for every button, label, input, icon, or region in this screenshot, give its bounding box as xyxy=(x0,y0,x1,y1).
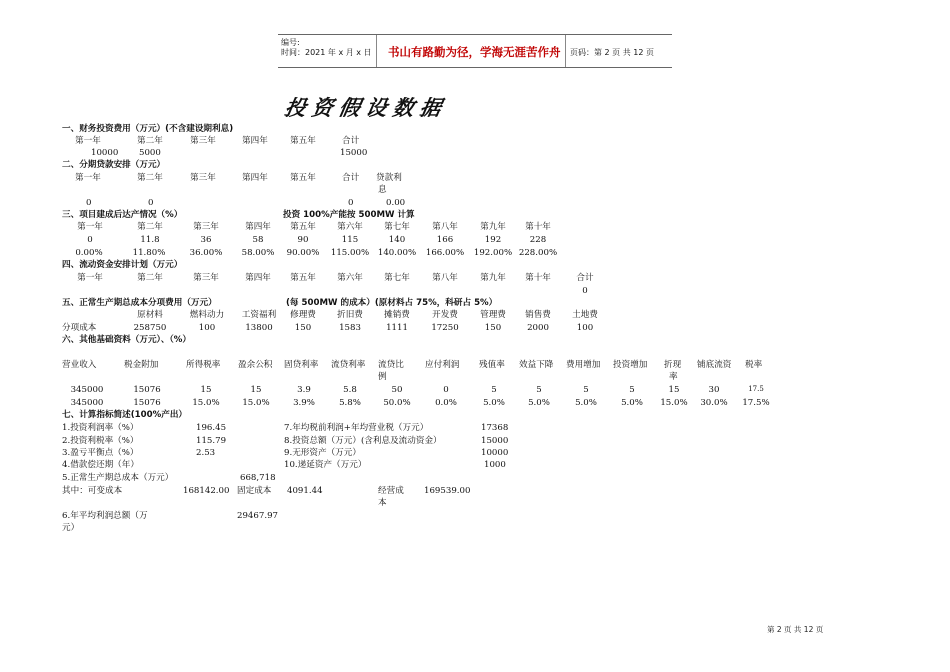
s6-col: 税金附加 xyxy=(124,360,159,370)
indicator-value: 2.53 xyxy=(196,448,216,458)
s6-row1-value: 50 xyxy=(391,385,403,395)
s6-row2-value: 0.0% xyxy=(435,398,457,408)
indicator-label: 7.年均税前利润+年均营业税（万元） xyxy=(284,423,429,433)
s3-value: 11.8 xyxy=(140,235,160,245)
s5-col: 销售费 xyxy=(525,310,551,320)
section-6-heading: 六、其他基础资料（万元）、（%） xyxy=(62,335,191,345)
s5-col: 原材料 xyxy=(137,310,163,320)
operating-cost-label: 经营成 xyxy=(378,486,404,496)
s1-col: 第二年 xyxy=(137,136,163,146)
variable-cost-label: 其中：可变成本 xyxy=(62,486,123,496)
s3-percent: 115.00% xyxy=(330,248,370,258)
s6-row1-value: 15 xyxy=(200,385,212,395)
s6-row1-value: 5 xyxy=(491,385,497,395)
section-3-heading: 三、项目建成后达产情况（%） xyxy=(62,210,183,220)
fixed-cost-label: 固定成本 xyxy=(237,486,272,496)
s5-value: 258750 xyxy=(133,323,167,333)
s2-col: 第五年 xyxy=(290,173,316,183)
s3-percent: 228.00% xyxy=(518,248,558,258)
section-2-heading: 二、分期贷款安排（万元） xyxy=(62,160,166,170)
indicator-label: 1.投资利润率（%） xyxy=(62,423,139,433)
s6-col: 残值率 xyxy=(479,360,505,370)
s3-col: 第五年 xyxy=(290,222,316,232)
operating-cost-value: 169539.00 xyxy=(424,486,471,496)
indicator-label: 10.递延资产（万元） xyxy=(284,460,367,470)
s6-row1-value: 3.9 xyxy=(297,385,311,395)
s4-col: 第二年 xyxy=(137,273,163,283)
page-label: 页码：第 2 页 共 12 页 xyxy=(570,48,654,57)
s6-row1-value: 0 xyxy=(443,385,449,395)
s4-col: 第一年 xyxy=(77,273,103,283)
page-header xyxy=(278,34,672,68)
s6-col: 流贷利率 xyxy=(331,360,366,370)
total-cost-label: 5.正常生产期总成本（万元） xyxy=(62,473,174,483)
s6-col: 投资增加 xyxy=(613,360,648,370)
s2-col: 合计 xyxy=(342,173,360,183)
s4-col: 第四年 xyxy=(245,273,271,283)
s2-value: 0 xyxy=(148,198,154,208)
page-title: 投资假设数据 xyxy=(282,95,450,120)
s4-col: 第六年 xyxy=(337,273,363,283)
s6-row2-value: 5.0% xyxy=(528,398,550,408)
s6-col: 营业收入 xyxy=(62,360,97,370)
s3-value: 228 xyxy=(529,235,547,245)
s5-col: 修理费 xyxy=(290,310,316,320)
s6-col: 盈余公积 xyxy=(238,360,273,370)
s6-row2-value: 30.0% xyxy=(700,398,728,408)
indicator-value: 17368 xyxy=(481,423,509,433)
s3-col: 第一年 xyxy=(77,222,103,232)
s4-col: 第三年 xyxy=(193,273,219,283)
s3-percent: 90.00% xyxy=(286,248,320,258)
s3-value: 140 xyxy=(388,235,406,245)
s1-value: 15000 xyxy=(340,148,368,158)
s6-row2-value: 5.8% xyxy=(339,398,361,408)
s5-value: 1583 xyxy=(339,323,361,333)
s5-value: 100 xyxy=(198,323,216,333)
s6-col: 效益下降 xyxy=(519,360,554,370)
s6-col: 所得税率 xyxy=(186,360,221,370)
s2-col: 第二年 xyxy=(137,173,163,183)
s6-row2-value: 5.0% xyxy=(483,398,505,408)
indicator-label: 8.投资总额（万元）(含利息及流动资金） xyxy=(284,436,442,446)
s6-row2-value: 5.0% xyxy=(575,398,597,408)
s5-col: 开发费 xyxy=(432,310,458,320)
s1-col: 第三年 xyxy=(190,136,216,146)
s3-value: 90 xyxy=(297,235,309,245)
s3-percent: 192.00% xyxy=(473,248,513,258)
s6-col-wrap: 例 xyxy=(378,372,387,382)
s5-value: 150 xyxy=(484,323,502,333)
s4-col: 第十年 xyxy=(525,273,551,283)
s1-value: 5000 xyxy=(139,148,161,158)
s1-col: 合计 xyxy=(342,136,360,146)
s6-row2-value: 15.0% xyxy=(660,398,688,408)
section-5-heading: 五、正常生产期总成本分项费用（万元） xyxy=(62,298,217,308)
s6-col: 税率 xyxy=(745,360,763,370)
indicator-value: 15000 xyxy=(481,436,509,446)
s5-col: 工资福利 xyxy=(241,310,277,320)
s6-col: 固贷利率 xyxy=(284,360,319,370)
s6-col: 费用增加 xyxy=(566,360,601,370)
variable-cost-value: 168142.00 xyxy=(183,486,230,496)
s2-value: 0 xyxy=(86,198,92,208)
section-4-heading: 四、流动资金安排计划（万元） xyxy=(62,260,183,270)
s5-value: 100 xyxy=(576,323,594,333)
avg-profit-label-wrap: 元） xyxy=(62,523,80,533)
indicator-value: 1000 xyxy=(484,460,506,470)
s4-col: 第七年 xyxy=(384,273,410,283)
s6-row2-value: 15.0% xyxy=(242,398,270,408)
header-divider xyxy=(565,35,566,67)
motto-text: 书山有路勤为径，学海无涯苦作舟 xyxy=(388,45,561,59)
indicator-label: 9.无形资产（万元） xyxy=(284,448,361,458)
s1-value: 10000 xyxy=(91,148,119,158)
indicator-label: 4.借款偿还期（年） xyxy=(62,460,139,470)
s6-row1-value: 5 xyxy=(536,385,542,395)
time-label: 时间：2021 年 x 月 x 日 xyxy=(281,48,372,57)
s6-col: 折现 xyxy=(664,360,682,370)
s2-col-wrap: 息 xyxy=(378,185,387,195)
s3-col: 第九年 xyxy=(480,222,506,232)
indicator-label: 2.投资利税率（%） xyxy=(62,436,139,446)
s3-col: 第六年 xyxy=(337,222,363,232)
s4-col: 第八年 xyxy=(432,273,458,283)
s6-row1-value: 30 xyxy=(708,385,720,395)
s2-col: 第四年 xyxy=(242,173,268,183)
s5-col: 折旧费 xyxy=(337,310,363,320)
s3-col: 第七年 xyxy=(384,222,410,232)
s3-percent: 0.00% xyxy=(75,248,103,258)
fixed-cost-value: 4091.44 xyxy=(287,486,323,496)
s4-total: 0 xyxy=(582,286,588,296)
indicator-value: 196.45 xyxy=(196,423,227,433)
page-footer: 第 2 页 共 12 页 xyxy=(767,625,824,634)
s3-value: 192 xyxy=(484,235,502,245)
s5-value: 150 xyxy=(294,323,312,333)
s2-col: 第一年 xyxy=(75,173,101,183)
avg-profit-value: 29467.97 xyxy=(237,511,279,521)
s2-value: 0 xyxy=(348,198,354,208)
s5-row-label: 分项成本 xyxy=(62,323,97,333)
s3-percent: 166.00% xyxy=(425,248,465,258)
section-7-heading: 七、计算指标简述(100%产出） xyxy=(62,410,188,420)
s6-row1-value: 5.8 xyxy=(343,385,357,395)
s3-percent: 11.80% xyxy=(132,248,166,258)
s3-value: 115 xyxy=(341,235,359,245)
s6-row1-value: 15 xyxy=(668,385,680,395)
s3-col: 第十年 xyxy=(525,222,551,232)
s2-col: 第三年 xyxy=(190,173,216,183)
s3-percent: 58.00% xyxy=(241,248,275,258)
total-cost-value: 668,718 xyxy=(240,473,276,483)
s3-percent: 140.00% xyxy=(377,248,417,258)
s3-col: 第八年 xyxy=(432,222,458,232)
s3-value: 166 xyxy=(436,235,454,245)
indicator-value: 115.79 xyxy=(196,436,227,446)
s6-col: 流贷比 xyxy=(378,360,404,370)
s6-row1-value: 5 xyxy=(583,385,589,395)
section-1-heading: 一、财务投资费用（万元）(不含建设期利息) xyxy=(62,124,234,134)
s4-col: 第九年 xyxy=(480,273,506,283)
s3-value: 36 xyxy=(200,235,212,245)
s6-row2-value: 3.9% xyxy=(293,398,315,408)
section-5-note: (每 500MW 的成本）(原材料占 75%，科研占 5%） xyxy=(286,298,498,308)
s3-col: 第三年 xyxy=(193,222,219,232)
s1-col: 第一年 xyxy=(75,136,101,146)
s3-col: 第四年 xyxy=(245,222,271,232)
s4-col: 第五年 xyxy=(290,273,316,283)
s5-value: 1111 xyxy=(386,323,408,333)
s3-value: 0 xyxy=(87,235,93,245)
s6-col: 应付利润 xyxy=(425,360,460,370)
header-divider xyxy=(376,35,377,67)
avg-profit-label: 6.年平均利润总额（万 xyxy=(62,511,148,521)
s6-row2-value: 17.5% xyxy=(742,398,770,408)
s5-col: 土地费 xyxy=(572,310,598,320)
s6-row1-value: 15 xyxy=(250,385,262,395)
s6-col-wrap: 率 xyxy=(669,372,678,382)
s5-value: 17250 xyxy=(431,323,459,333)
s5-value: 2000 xyxy=(527,323,549,333)
s6-row2-value: 345000 xyxy=(70,398,104,408)
s6-col: 铺底流资 xyxy=(697,360,732,370)
section-3-note: 投资 100%产能按 500MW 计算 xyxy=(283,210,415,220)
s3-col: 第二年 xyxy=(137,222,163,232)
s2-col: 贷款利 xyxy=(376,173,402,183)
s6-row2-value: 50.0% xyxy=(383,398,411,408)
s3-percent: 36.00% xyxy=(189,248,223,258)
indicator-label: 3.盈亏平衡点（%） xyxy=(62,448,139,458)
s1-col: 第五年 xyxy=(290,136,316,146)
s5-value: 13800 xyxy=(245,323,273,333)
s6-row1-value: 345000 xyxy=(70,385,104,395)
indicator-value: 10000 xyxy=(481,448,509,458)
code-label: 编号: xyxy=(281,38,300,47)
operating-cost-label-wrap: 本 xyxy=(378,498,387,508)
s6-row1-value: 15076 xyxy=(133,385,161,395)
s6-row2-value: 5.0% xyxy=(621,398,643,408)
s2-value: 0.00 xyxy=(386,198,406,208)
s1-col: 第四年 xyxy=(242,136,268,146)
s6-row1-value: 5 xyxy=(629,385,635,395)
s6-row2-value: 15.0% xyxy=(192,398,220,408)
s4-col: 合计 xyxy=(576,273,594,283)
s5-col: 燃料动力 xyxy=(189,310,225,320)
s6-row1-value: 17.5 xyxy=(748,385,764,393)
s5-col: 管理费 xyxy=(480,310,506,320)
s6-row2-value: 15076 xyxy=(133,398,161,408)
s5-col: 摊销费 xyxy=(384,310,410,320)
s3-value: 58 xyxy=(252,235,264,245)
